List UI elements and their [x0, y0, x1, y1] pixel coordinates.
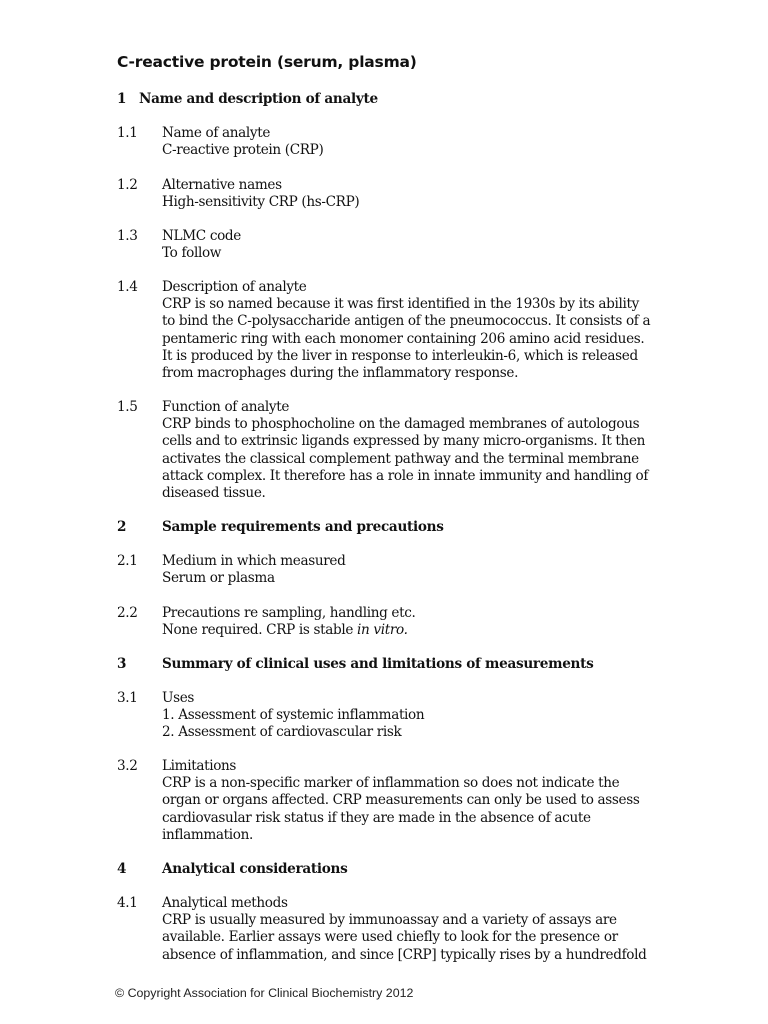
subsection-number: 1.2 [117, 177, 138, 193]
body-line: activates the classical complement pathway and the terminal membrane [162, 450, 639, 467]
subsection-number: 3.2 [117, 758, 138, 774]
subsection-number: 4.1 [117, 895, 138, 911]
body-line: cardiovasular risk status if they are made in the absence of acute [162, 809, 591, 826]
subsection-number: 2.2 [117, 605, 138, 621]
section-number: 1 [117, 91, 127, 107]
body-line: organ or organs affected. CRP measurements can only be used to assess [162, 792, 640, 809]
body-line: To follow [162, 245, 222, 262]
copyright-footer: © Copyright Association for Clinical Biochemistry 2012 [115, 986, 414, 1000]
body-line: inflammation. [162, 826, 253, 843]
section-title: Analytical considerations [162, 861, 348, 877]
body-line: CRP is a non-specific marker of inflammation so does not indicate the [162, 775, 620, 792]
body-line [162, 622, 662, 639]
subsection-heading: Function of analyte [162, 399, 290, 415]
subsection-number: 1.3 [117, 228, 138, 244]
list-item: 2. Assessment of cardiovascular risk [162, 724, 402, 741]
section-title: Summary of clinical uses and limitations of measurements [162, 656, 594, 672]
subsection-heading: Analytical methods [162, 895, 288, 911]
subsection-number: 1.4 [117, 279, 138, 295]
body-line: CRP binds to phosphocholine on the damaged membranes of autologous [162, 416, 640, 433]
list-item: 1. Assessment of systemic inflammation [162, 707, 425, 724]
body-line: High-sensitivity CRP (hs-CRP) [162, 194, 360, 211]
body-line: from macrophages during the inflammatory response. [162, 365, 519, 382]
body-line: It is produced by the liver in response to interleukin-6, which is released [162, 347, 638, 364]
section-heading [117, 656, 594, 672]
body-line: attack complex. It therefore has a role in innate immunity and handling of [162, 467, 649, 484]
section-heading [117, 519, 444, 535]
body-line: absence of inflammation, and since [CRP] typically rises by a hundredfold [162, 946, 647, 963]
subsection-heading: Name of analyte [162, 125, 271, 141]
document-title: C-reactive protein (serum, plasma) [117, 53, 417, 71]
subsection-heading: NLMC code [162, 228, 241, 244]
body-line: diseased tissue. [162, 485, 266, 502]
section-title: Sample requirements and precautions [162, 519, 444, 535]
body-line: C-reactive protein (CRP) [162, 142, 324, 159]
body-text: None required. CRP is stable [162, 622, 354, 639]
section-heading [117, 861, 348, 877]
section-heading [117, 91, 378, 107]
section-number: 4 [117, 861, 127, 877]
subsection-number: 3.1 [117, 690, 138, 706]
body-line: Serum or plasma [162, 570, 275, 587]
subsection-heading: Uses [162, 690, 195, 706]
body-line: to bind the C-polysaccharide antigen of the pneumococcus. It consists of a [162, 313, 651, 330]
italic-text: in vitro. [357, 622, 408, 639]
section-title: Name and description of analyte [139, 91, 378, 107]
subsection-heading: Alternative names [162, 177, 282, 193]
subsection-heading: Medium in which measured [162, 553, 346, 569]
subsection-number: 1.5 [117, 399, 138, 415]
body-line: CRP is usually measured by immunoassay and a variety of assays are [162, 912, 617, 929]
body-line: cells and to extrinsic ligands expressed by many micro-organisms. It then [162, 433, 646, 450]
body-line: pentameric ring with each monomer containing 206 amino acid residues. [162, 330, 645, 347]
section-number: 2 [117, 519, 127, 535]
subsection-number: 2.1 [117, 553, 138, 569]
subsection-number: 1.1 [117, 125, 138, 141]
body-line: CRP is so named because it was first identified in the 1930s by its ability [162, 296, 639, 313]
section-number: 3 [117, 656, 127, 672]
subsection-heading: Limitations [162, 758, 237, 774]
subsection-heading: Description of analyte [162, 279, 307, 295]
body-line: available. Earlier assays were used chiefly to look for the presence or [162, 929, 618, 946]
subsection-heading: Precautions re sampling, handling etc. [162, 605, 416, 621]
